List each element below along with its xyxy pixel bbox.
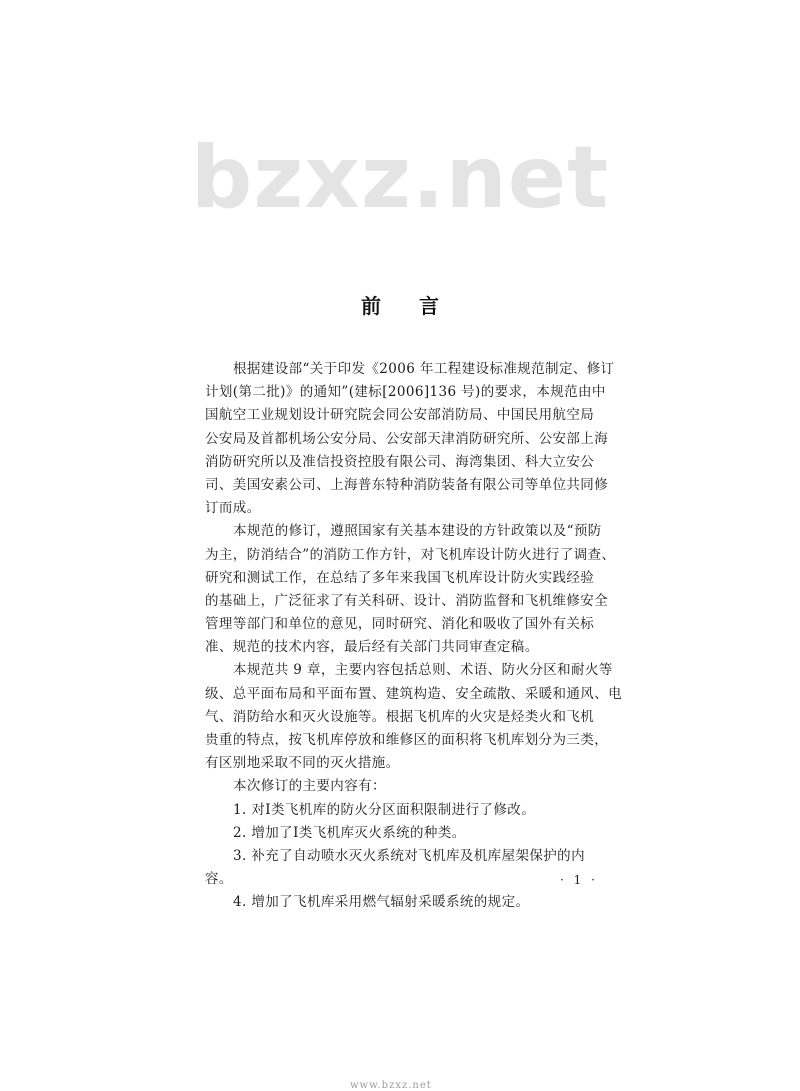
footer-watermark: www.bzxz.net (350, 1080, 432, 1091)
text-line: 国航空工业规划设计研究院会同公安部消防局、中国民用航空局 (205, 407, 595, 424)
watermark-logo: bzxz.net (190, 128, 610, 228)
list-item-continuation: 容。 (205, 871, 233, 888)
list-item: 1. 对Ⅰ类飞机库的防火分区面积限制进行了修改。 (233, 801, 536, 818)
preface-body (205, 358, 622, 915)
list-item: 2. 增加了Ⅰ类飞机库灭火系统的种类。 (233, 824, 466, 841)
text-line: 气、消防给水和灭火设施等。根据飞机库的火灾是烃类火和飞机 (205, 708, 595, 725)
list-item: 3. 补充了自动喷水灭火系统对飞机库及机库屋架保护的内 (233, 847, 585, 864)
page-number: · 1 · (560, 873, 598, 887)
paragraph-1 (205, 358, 615, 520)
text-line: 公安局及首都机场公安分局、公安部天津消防研究所、公安部上海 (205, 430, 609, 447)
text-line: 的基础上，广泛征求了有关科研、设计、消防监督和飞机维修安全 (205, 592, 609, 609)
text-line: 级、总平面布局和平面布置、建筑构造、安全疏散、采暖和通风、电 (205, 685, 622, 702)
page-title (0, 290, 800, 319)
title-char-1: 前 (361, 294, 381, 318)
revision-intro: 本次修订的主要内容有： (233, 778, 386, 795)
title-char-2: 言 (419, 294, 439, 318)
text-line: 管理等部门和单位的意见，同时研究、消化和吸收了国外有关标 (205, 616, 595, 633)
text-line: 司、美国安素公司、上海普东特种消防装备有限公司等单位共同修 (205, 476, 609, 493)
text-line: 为主，防消结合”的消防工作方针，对飞机库设计防火进行了调查、 (205, 546, 616, 563)
text-line: 订而成。 (205, 500, 261, 517)
text-line: 研究和测试工作，在总结了多年来我国飞机库设计防火实践经验 (205, 569, 595, 586)
list-item: 4. 增加了飞机库采用燃气辐射采暖系统的规定。 (233, 894, 530, 911)
text-line: 准、规范的技术内容，最后经有关部门共同审查定稿。 (205, 639, 539, 656)
text-line: 本规范共 9 章，主要内容包括总则、术语、防火分区和耐火等 (233, 662, 613, 679)
text-line: 贵重的特点，按飞机库停放和维修区的面积将飞机库划分为三类， (205, 732, 609, 748)
text-line: 有区别地采取不同的灭火措施。 (205, 755, 400, 772)
paragraph-3 (205, 659, 622, 775)
text-line: 消防研究所以及准信投资控股有限公司、海湾集团、科大立安公 (205, 453, 595, 470)
paragraph-2 (205, 520, 616, 659)
text-line: 根据建设部“关于印发《2006 年工程建设标准规范制定、修订 (233, 361, 615, 377)
text-line: 计划(第二批)》的通知”(建标[2006]136 号)的要求，本规范由中 (205, 384, 606, 401)
revision-list (205, 799, 605, 915)
text-line: 本规范的修订，遵照国家有关基本建设的方针政策以及“预防 (233, 523, 602, 540)
